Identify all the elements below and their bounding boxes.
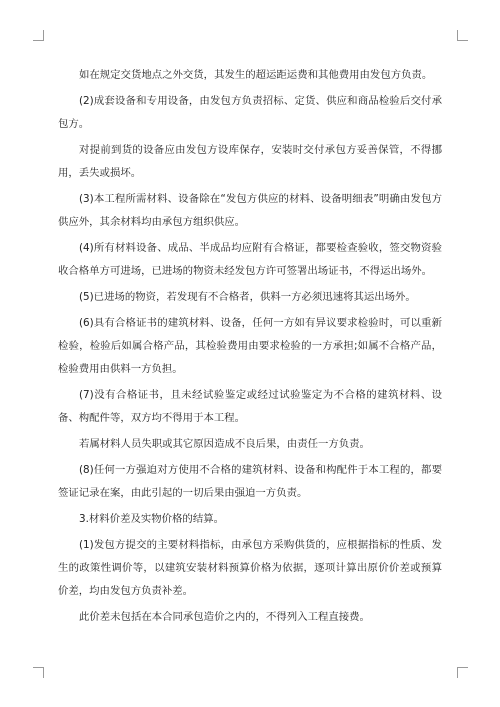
section-heading: 3.材料价差及实物价格的结算。 bbox=[79, 513, 224, 525]
paragraph: 若属材料人员失职或其它原因造成不良后果，由责任一方负责。 bbox=[79, 438, 370, 450]
paragraph: (3)本工程所需材料、设备除在“发包方供应的材料、设备明细表”明确由发包方供应外，其余材料均由承包方组织供应。 bbox=[58, 193, 442, 228]
paragraph: (1)发包方提交的主要材料指标，由承包方采购供货的，应根据指标的性质、发生的政策性调价等，以建筑安装材料预算价格为依据，逐项计算出原价价差或预算价差，均由发包方负责补差。 bbox=[58, 539, 442, 597]
paragraph: 如在规定交货地点之外交货，其发生的超运距运费和其他费用由发包方负责。 bbox=[79, 69, 433, 81]
crop-mark-bottom-left bbox=[33, 667, 44, 678]
paragraph: (6)具有合格证书的建筑材料、设备，任何一方如有异议要求检验时，可以重新检验，检验后如属合格产品，其检验费用由要求检验的一方承担;如属不合格产品，检验费用由供料一方负担。 bbox=[58, 317, 442, 375]
paragraph: (5)已进场的物资，若发现有不合格者，供料一方必须迅速将其运出场外。 bbox=[79, 291, 416, 303]
paragraph: (8)任何一方强迫对方使用不合格的建筑材料、设备和构配件于本工程的，都要签证记录在案，由此引起的一切后果由强迫一方负责。 bbox=[58, 464, 442, 499]
paragraph: (2)成套设备和专用设备，由发包方负责招标、定货、供应和商品检验后交付承包方。 bbox=[58, 95, 442, 130]
paragraph: (4)所有材料设备、成品、半成品均应附有合格证，都要检查验收，签交物资验收合格单方可进场，已进场的物资未经发包方许可签署出场证书，不得运出场外。 bbox=[58, 242, 442, 277]
document-body bbox=[58, 64, 442, 632]
crop-mark-top-right bbox=[457, 30, 468, 41]
paragraph: 对提前到货的设备应由发包方设库保存，安装时交付承包方妥善保管，不得挪用，丢失或损坏。 bbox=[58, 144, 442, 179]
paragraph: (7)没有合格证书，且未经试验鉴定或经过试验鉴定为不合格的建筑材料、设备、构配件等，双方均不得用于本工程。 bbox=[58, 389, 442, 424]
crop-mark-top-left bbox=[33, 30, 44, 41]
paragraph: 此价差未包括在本合同承包造价之内的，不得列入工程直接费。 bbox=[79, 611, 370, 623]
crop-mark-bottom-right bbox=[457, 667, 468, 678]
